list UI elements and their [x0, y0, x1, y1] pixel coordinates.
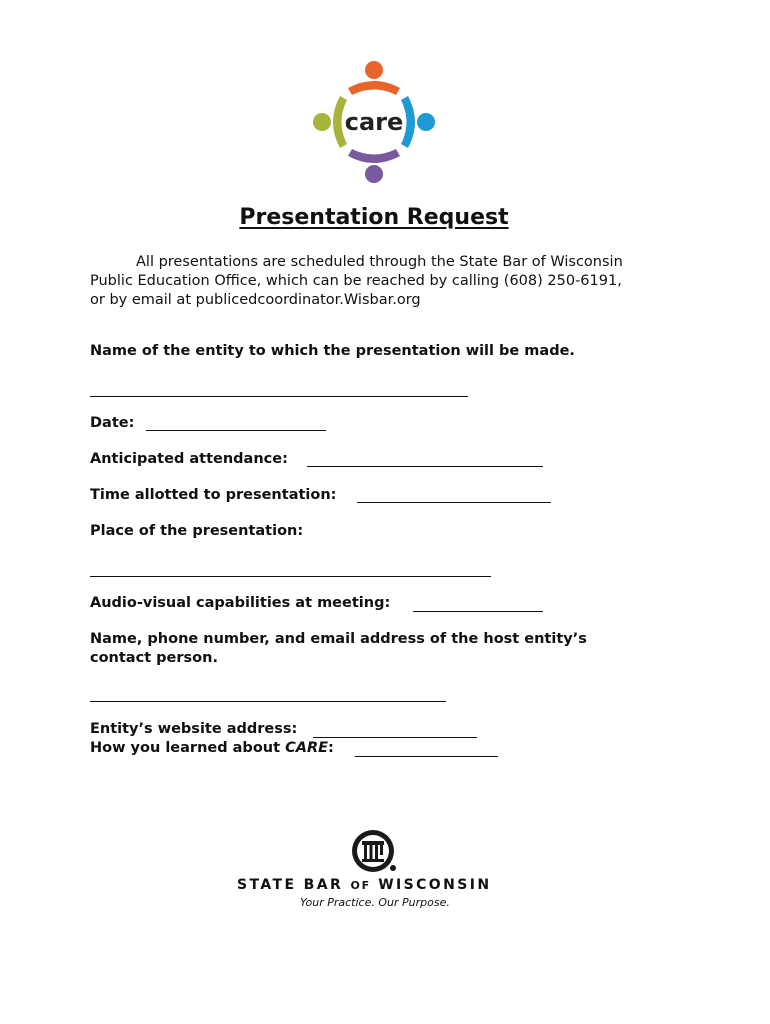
attendance-line[interactable] [307, 466, 543, 467]
av-line[interactable] [413, 611, 543, 612]
date-line[interactable] [146, 430, 326, 431]
page-title: Presentation Request [239, 205, 509, 230]
learned-care: CARE [285, 740, 329, 756]
state-bar-name-part1: STATE BAR [237, 877, 344, 893]
contact-label [90, 630, 587, 668]
intro-paragraph [90, 253, 690, 310]
learned-suffix: : [328, 740, 334, 756]
contact-line[interactable] [90, 701, 446, 702]
contact-label-line-2: contact person. [90, 650, 218, 666]
date-label: Date: [90, 415, 135, 431]
state-bar-name-part2: WISCONSIN [378, 877, 492, 893]
learned-label [90, 739, 334, 758]
state-bar-tagline: Your Practice. Our Purpose. [300, 896, 450, 909]
learned-prefix: How you learned about [90, 740, 286, 756]
av-label: Audio-visual capabilities at meeting: [90, 595, 391, 611]
state-bar-emblem-icon [350, 827, 398, 875]
state-bar-name-of: OF [350, 879, 371, 892]
state-bar-name [237, 877, 491, 893]
entity-name-label: Name of the entity to which the presentation will be made. [90, 343, 575, 359]
learned-line[interactable] [355, 756, 498, 757]
intro-line-1: All presentations are scheduled through the State Bar of Wisconsin [136, 254, 623, 270]
place-label: Place of the presentation: [90, 523, 304, 539]
intro-line-3: or by email at publicedcoordinator.Wisbar.org [90, 292, 421, 308]
intro-line-2: Public Education Office, which can be reached by calling (608) 250-6191, [90, 273, 622, 289]
attendance-label: Anticipated attendance: [90, 451, 288, 467]
website-label: Entity’s website address: [90, 721, 298, 737]
contact-label-line-1: Name, phone number, and email address of the host entity’s [90, 631, 587, 647]
time-allotted-label: Time allotted to presentation: [90, 487, 337, 503]
care-logo [312, 60, 436, 184]
place-line[interactable] [90, 576, 491, 577]
care-logo-text: care [344, 108, 404, 136]
time-allotted-line[interactable] [357, 502, 551, 503]
website-line[interactable] [313, 737, 477, 738]
entity-name-line[interactable] [90, 396, 468, 397]
